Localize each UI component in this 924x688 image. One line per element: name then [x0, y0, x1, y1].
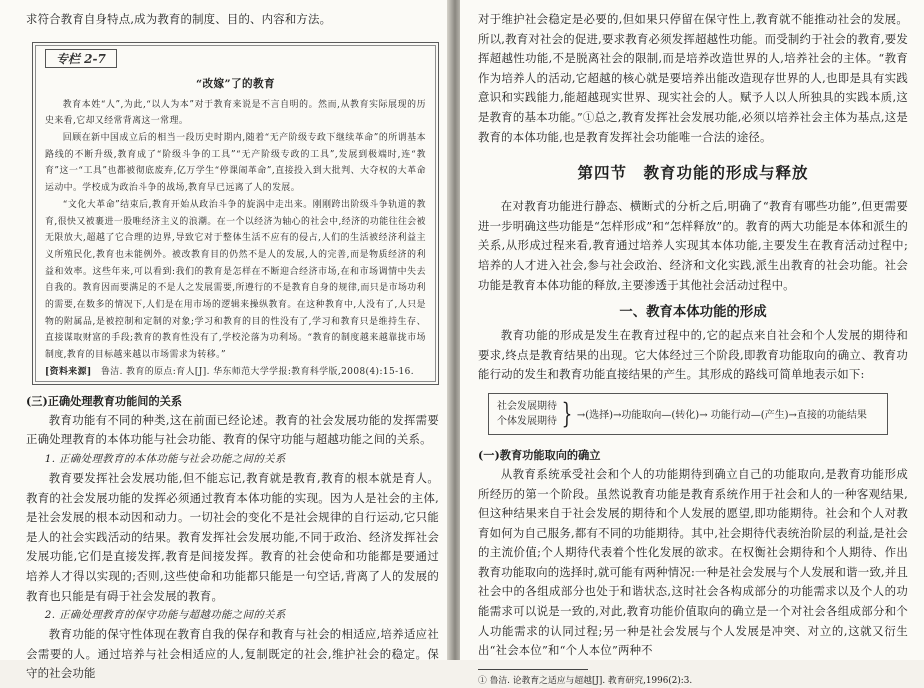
left-numbered-heading: 2. 正确处理教育的保守功能与超越功能之间的关系: [44, 609, 286, 622]
footnote-divider: [478, 669, 588, 670]
footnote: ① 鲁洁. 论教育之适应与超越[J]. 教育研究,1996(2):3.: [478, 675, 693, 686]
left-top-line: 求符合教育自身特点,成为教育的制度、目的、内容和方法。: [26, 12, 332, 26]
sidebar-source-label: [资料来源]: [45, 366, 92, 377]
sidebar-paragraph: 回顾在新中国成立后的相当一段历史时期内,随着“无产阶级专政下继续革命”的所谓基本路线的不断升级,教育成了“阶级斗争的工具”“无产阶级专政的工具”,发展到极端时,连“教育”这一“工具”也都被彻底废弃,亿万学生“停课闹革命”,直接投入到大批判、大夺权的大革命运动中。学校成为政治斗争的战场,教育早已远离了人的发展。: [45, 133, 426, 194]
right-paragraph: 从教育系统承受社会和个人的功能期待到确立自己的功能取向,是教育功能形成所经历的第一个阶段。虽然说教育功能是教育系统作用于社会和人的一种客观结果,但这种结果来自于社会发展的期待和个人发展的愿望,即功能期待。社会和个人对教育如何为自己服务,都有不同的功能期待。其中,社会期待代表统治阶层的利益,是社会的主流价值;个人期待代表着个性化发展的欲求。在权衡社会期待和个人期待、作出教育功能取向的选择时,就可能有两种情况:一种是社会发展与个人发展和谐一致,并且社会中的各组成部分也处于和谐状态,这时社会各构成部分的功能需求以及个人的功能需求可以说是一致的,对此,教育功能价值取向的确立是一个对社会各组成部分和个人功能需求的认同过程;另一种是社会发展与个人发展是冲突、对立的,这就又衍生出“社会本位”和“个人本位”两种不: [478, 466, 908, 658]
sidebar-label: 专栏 2-7: [45, 49, 117, 68]
flow-expectations: [497, 399, 557, 429]
sidebar-paragraph: 教育本姓“人”,为此,“以人为本”对于教育来说是不言自明的。然而,从教育实际展现的历史来看,它却又经常背离这一常理。: [45, 99, 426, 127]
right-paragraph: 对于维护社会稳定是必要的,但如果只停留在保守性上,教育就不能推动社会的发展。所以,教育对社会的促进,要求教育必须发挥超越性功能。而受制约于社会的教育,要发挥超越性功能,不是脱离社会的限制,而是培养改造世界的人,培养社会的主体。“教育作为培养人的活动,它超越的核心就是要培养出能改造现存世界的人,也即是具有实践意识和实践能力,能超越现实世界、现实社会的人。赋予人以人所独具的实践本质,这是教育的基本功能。”①总之,教育发挥社会发展功能,必须以培养社会主体为基点,这是教育的本体功能,也是教育发挥社会功能唯一合法的途径。: [478, 12, 908, 144]
flow-social-expectation: 社会发展期待: [497, 400, 557, 412]
sidebar-paragraph: “文化大革命”结束后,教育开始从政治斗争的旋涡中走出来。刚刚跨出阶级斗争轨道的教育,很快又被裹进一股唯经济主义的浪潮。在一个以经济为轴心的社会中,经济的功能往往会被无限放大,超越了它合理的边界,导致它对于整体生活不应有的侵占,人们的生活被经济利益主义所殖民化,教育也未能例外。被改教育目的仍然不是人的发展,人的完善,而是物质经济的利益和效率。这些年来,可以看到:我们的教育是怎样在不断迎合经济市场,在和市场调情中失去自我的。教育因而要满足的不是人之发展需要,所遵行的不是教育自身的规律,而只是市场功利的需要,在数多的情况下,人们是在用市场的逻辑来操纵教育。在这种教育中,人没有了,人只是物的附属品,是被控制和定制的对象;学习和教育的目的性没有了,学习和教育只是维持生存、直接谋取财富的手段;教育的教育性没有了,学校沦落为功利场。“教育的制度越来越靠拢市场制度,教育的目标越来越以市场需求为转移。”: [45, 199, 426, 361]
left-numbered-heading: 1. 正确处理教育的本体功能与社会功能之间的关系: [44, 453, 286, 466]
right-page: [460, 0, 924, 686]
section-title: 第四节 教育功能的形成与释放: [577, 164, 809, 183]
right-paragraph: 在对教育功能进行静态、横断式的分析之后,明确了“教育有哪些功能”,但更需要进一步明确这些功能是“怎样形成”和“怎样释放”的。教育的两大功能是本体和派生的关系,从形成过程来看,教育通过培养人实现其本体功能,主要发生在教育活动过程中;培养的人才进入社会,参与社会政治、经济和文化实践,派生出教育的社会功能。社会功能是教育本体功能的释放,主要渗透于其他社会活动过程中。: [478, 199, 908, 292]
sidebar-box: [32, 42, 439, 385]
left-page: [0, 0, 451, 681]
formation-flow-diagram: [488, 393, 888, 435]
sidebar-source: [45, 364, 426, 380]
left-paragraph: 教育要发挥社会发展功能,但不能忘记,教育就是教育,教育的根本就是育人。教育的社会发展功能的发挥必须通过教育本体功能的实现。因为人是社会的主体,是社会发展的根本动因和动力。一切社会的变化不是社会规律的自行运动,它只能是人的社会实践活动的结果。教育发挥社会发展功能,不同于政治、经济发挥社会发展功能,它们是直接发挥,教育是间接发挥。教育的社会使命和功能都是要通过培养人才得以实现的;否则,这些使命和功能都只能是一句空话,背离了人的发展的教育也只能是有碍于社会发展的教育。: [26, 471, 439, 603]
left-subheading: (三)正确处理教育功能间的关系: [26, 393, 183, 408]
flow-path: →(选择)→功能取向—(转化)→ 功能行动—(产生)→直接的功能结果: [576, 410, 867, 422]
sidebar-source-text: 鲁洁. 教育的原点:育人[J]. 华东师范大学学报:教育科学版,2008(4):15-16.: [100, 366, 415, 377]
flow-individual-expectation: 个体发展期待: [497, 415, 557, 427]
brace-icon: }: [561, 396, 573, 430]
right-paragraph: 教育功能的形成是发生在教育过程中的,它的起点来自社会和个人发展的期待和要求,终点是教育结果的出现。它大体经过三个阶段,即教育功能取向的确立、教育功能行动的发生和教育功能直接结果的产生。其形成的路线可简单地表示如下:: [478, 328, 908, 382]
left-paragraph: 教育功能的保守性体现在教育自我的保存和教育与社会的相适应,培养适应社会需要的人。通过培养与社会相适应的人,复制既定的社会,维护社会的稳定。保守的社会功能: [26, 627, 439, 681]
left-paragraph: 教育功能有不同的种类,这在前面已经论述。教育的社会发展功能的发挥需要正确处理教育的本体功能与社会功能、教育的保守功能与超越功能之间的关系。: [26, 412, 439, 447]
sidebar-title: “改嫁”了的教育: [196, 77, 275, 90]
subsection-heading: 一、教育本体功能的形成: [619, 305, 767, 321]
right-subheading: (一)教育功能取向的确立: [478, 447, 601, 462]
